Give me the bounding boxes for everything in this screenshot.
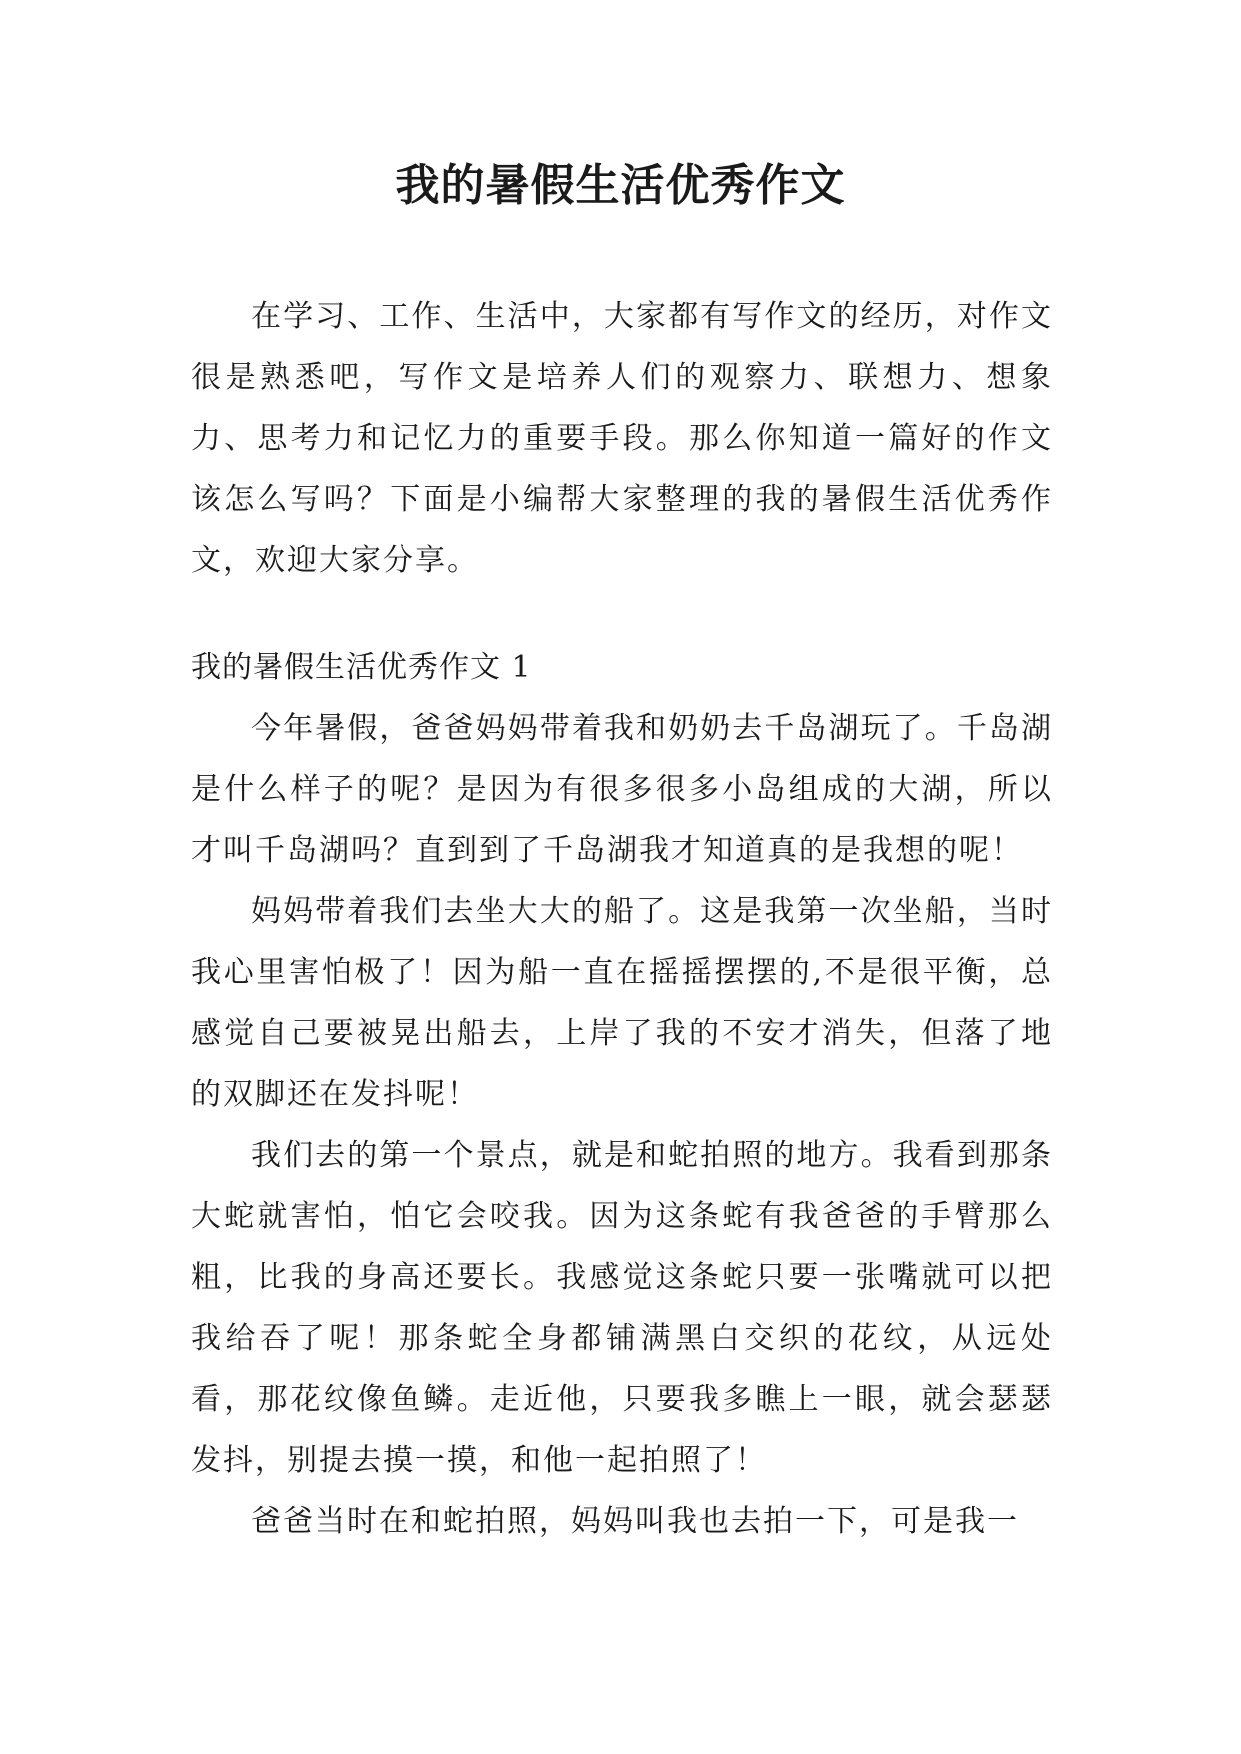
- section-spacer: [191, 591, 1053, 637]
- body-paragraph: 妈妈带着我们去坐大大的船了。这是我第一次坐船，当时我心里害怕极了！因为船一直在摇摇摆摆的,不是很平衡，总感觉自己要被晃出船去，上岸了我的不安才消失，但落了地的双脚还在发抖呢！: [191, 894, 1053, 1112]
- body-paragraph: 今年暑假，爸爸妈妈带着我和奶奶去千岛湖玩了。千岛湖是什么样子的呢？是因为有很多很多小岛组成的大湖，所以才叫千岛湖吗？直到到了千岛湖我才知道真的是我想的呢！: [191, 711, 1053, 868]
- section-heading: 我的暑假生活优秀作文 1: [191, 650, 532, 685]
- intro-paragraph: 在学习、工作、生活中，大家都有写作文的经历，对作文很是熟悉吧，写作文是培养人们的观察力、联想力、想象力、思考力和记忆力的重要手段。那么你知道一篇好的作文该怎么写吗？下面是小编帮大家整理的我的暑假生活优秀作文，欢迎大家分享。: [191, 299, 1053, 578]
- document-body: [191, 286, 1053, 1552]
- body-paragraph: 爸爸当时在和蛇拍照，妈妈叫我也去拍一下，可是我一: [251, 1504, 1019, 1539]
- document-title: 我的暑假生活优秀作文: [395, 160, 846, 211]
- body-paragraph: 我们去的第一个景点，就是和蛇拍照的地方。我看到那条大蛇就害怕，怕它会咬我。因为这条蛇有我爸爸的手臂那么粗，比我的身高还要长。我感觉这条蛇只要一张嘴就可以把我给吞了呢！那条蛇全身都铺满黑白交织的花纹，从远处看，那花纹像鱼鳞。走近他，只要我多瞧上一眼，就会瑟瑟发抖，别提去摸一摸，和他一起拍照了！: [191, 1138, 1053, 1478]
